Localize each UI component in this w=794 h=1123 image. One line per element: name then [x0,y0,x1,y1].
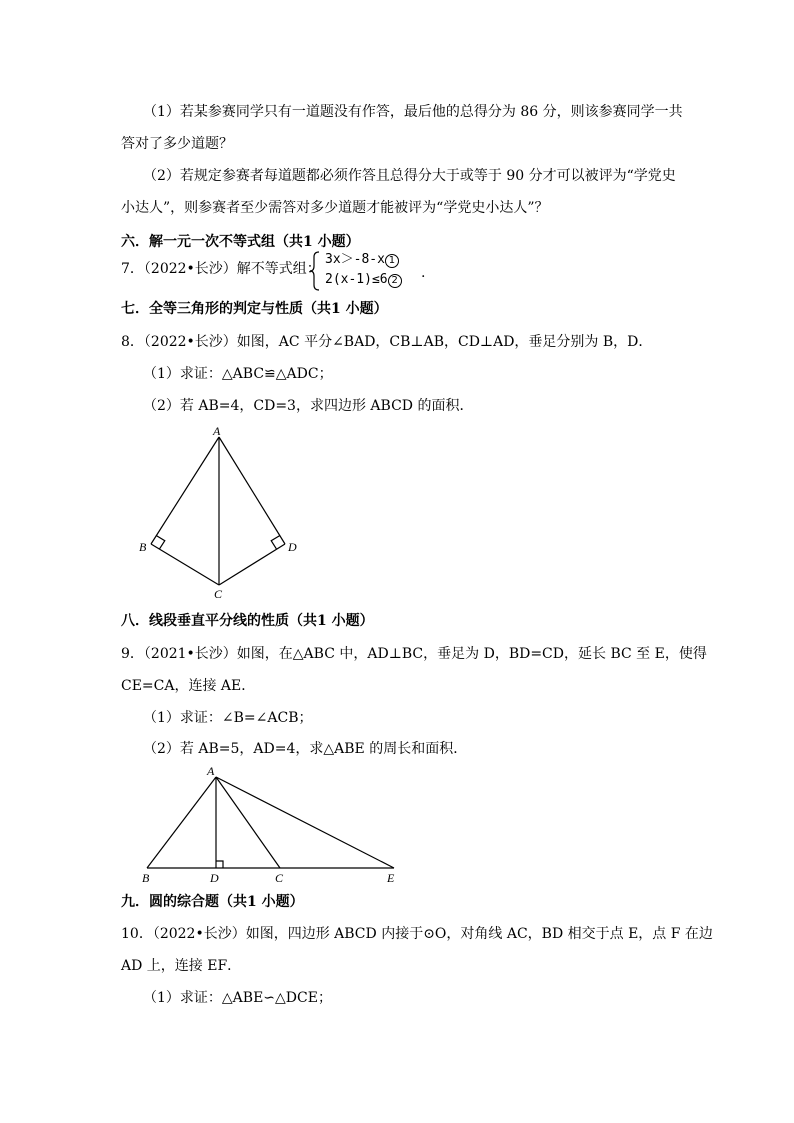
circled-one-icon: 1 [385,254,399,268]
segment-ab [151,437,219,544]
q10-line1: 10．（2022•长沙）如图，四边形 ABCD 内接于⊙O，对角线 AC，BD 相交于点 E，点 F 在边 [121,926,713,942]
section-heading-6: 六．解一元一次不等式组（共1 小题） [121,234,360,250]
section-heading-9: 九．圆的综合题（共1 小题） [121,894,304,910]
q8-stem: 8．（2022•长沙）如图，AC 平分∠BAD，CB⊥AB，CD⊥AD，垂足分别为 B，D． [121,334,653,350]
left-brace-icon [309,251,321,291]
q10-line2: AD 上，连接 EF． [121,958,242,974]
segment-dc [219,544,285,585]
q6-part1-line1: （1）若某参赛同学只有一道题没有作答，最后他的总得分为 86 分，则该参赛同学一共 [143,104,683,120]
circled-two-icon: 2 [388,274,402,288]
label-e: E [387,871,395,885]
section-heading-8: 八．线段垂直平分线的性质（共1 小题） [121,613,374,629]
segment-ab [147,777,216,868]
right-angle-mark-b [156,536,164,550]
right-angle-mark-d [216,861,223,868]
segment-ac [216,777,280,868]
right-angle-mark-d [271,536,280,550]
q8-part2: （2）若 AB=4，CD=3，求四边形 ABCD 的面积． [143,398,474,414]
label-b: B [139,540,147,554]
label-c: C [214,587,223,601]
label-b: B [142,871,150,885]
q8-figure [130,420,310,605]
q9-line1: 9．（2021•长沙）如图，在△ABC 中，AD⊥BC，垂足为 D，BD=CD，延长 BC 至 E，使得 [121,646,707,662]
q9-line2: CE=CA，连接 AE． [121,678,256,694]
label-d: D [210,871,219,885]
label-a: A [213,424,221,438]
q9-part2: （2）若 AB=5，AD=4，求△ABE 的周长和面积． [143,741,468,757]
q8-part1: （1）求证：△ABC≌△ADC； [143,366,333,382]
q10-part1: （1）求证：△ABE∽△DCE； [143,990,332,1006]
segment-ad [219,437,285,544]
q6-part1-line2: 答对了多少道题？ [121,136,233,152]
q6-part2-line2: 小达人”，则参赛者至少需答对多少道题才能被评为“学党史小达人”？ [121,200,549,216]
segment-bc [151,544,219,585]
q7-prefix: 7．（2022•长沙）解不等式组： [121,261,321,277]
q9-figure [135,760,405,890]
label-d: D [288,540,297,554]
label-c: C [275,871,284,885]
q7-inequality-1: 3x＞-8-x 1 [325,253,399,268]
q6-part2-line1: （2）若规定参赛者每道题都必须作答且总得分大于或等于 90 分才可以被评为“学党史 [143,168,676,184]
q7-inequality-2: 2(x-1)≤6 2 [325,273,402,288]
q7-end: . [421,265,426,281]
q9-part1: （1）求证：∠B=∠ACB； [143,710,313,726]
section-heading-7: 七．全等三角形的判定与性质（共1 小题） [121,301,388,317]
segment-ae [216,777,394,868]
label-a: A [207,764,215,778]
